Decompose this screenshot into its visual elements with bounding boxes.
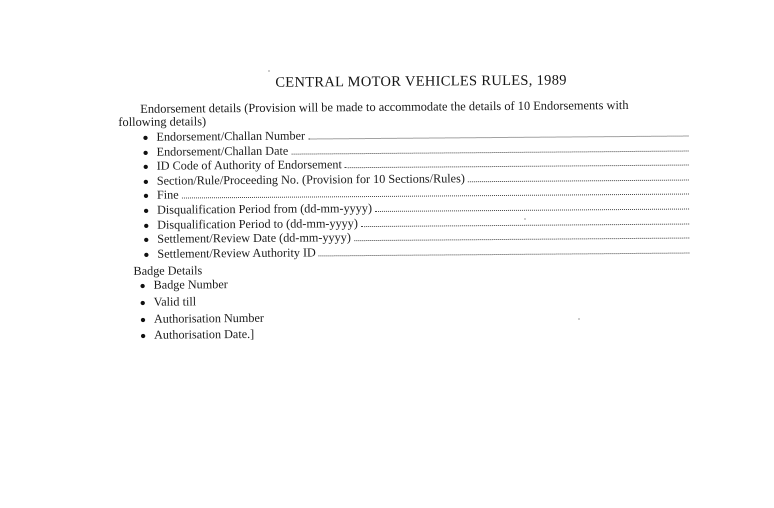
bullet-icon: ● [143,220,150,232]
bullet-icon: ● [139,314,147,326]
field-label: ID Code of Authority of Endorsement [156,157,342,173]
dotted-leader [361,222,689,227]
field-label: Authorisation Number [153,310,264,326]
field-label: Endorsement/Challan Date [156,143,289,159]
bullet-icon: ● [143,234,150,246]
field-label: Settlement/Review Date (dd-mm-yyyy) [157,230,351,246]
scan-speck [268,70,270,72]
bullet-icon: ● [142,176,149,188]
dotted-leader [468,178,689,182]
intro-line-2: following details) [118,114,207,129]
dotted-leader [345,164,689,169]
field-label: Badge Number [153,277,228,293]
bullet-icon: ● [142,191,150,203]
field-label: Settlement/Review Authority ID [157,245,316,261]
intro-line-1: Endorsement details (Provision will be made to accommodate the details of 10 Endorsements with [140,97,629,116]
dotted-leader [354,237,689,242]
field-label: Fine [156,187,179,203]
bullet-icon: ● [143,249,150,261]
page-title: CENTRAL MOTOR VEHICLES RULES, 1989 [275,72,567,91]
dotted-leader [291,149,688,154]
field-label: Disqualification Period from (dd-mm-yyyy) [156,200,373,217]
dotted-leader [319,251,690,256]
intro-paragraph [118,99,690,129]
list-item [140,324,692,345]
field-label: Disqualification Period to (dd-mm-yyyy) [157,215,358,232]
dotted-leader [375,207,689,211]
bullet-icon: ● [142,161,149,173]
bullet-icon: ● [142,147,149,159]
endorsement-fields-list [118,127,689,263]
field-label: Authorisation Date.] [153,327,255,342]
bullet-icon: ● [139,297,146,309]
dotted-leader [308,135,688,140]
bullet-icon: ● [142,132,149,144]
document-body [118,72,692,345]
badge-details-heading: Badge Details [133,263,203,279]
bullet-icon: ● [139,281,146,293]
dotted-leader [182,193,689,199]
field-label: Valid till [153,294,197,309]
badge-fields-list [120,274,693,345]
field-label: Endorsement/Challan Number [156,128,306,144]
bullet-icon: ● [140,330,147,342]
field-label: Section/Rule/Proceeding No. (Provision for 10 Sections/Rules) [156,171,465,188]
bullet-icon: ● [143,205,150,217]
list-item [143,243,689,262]
